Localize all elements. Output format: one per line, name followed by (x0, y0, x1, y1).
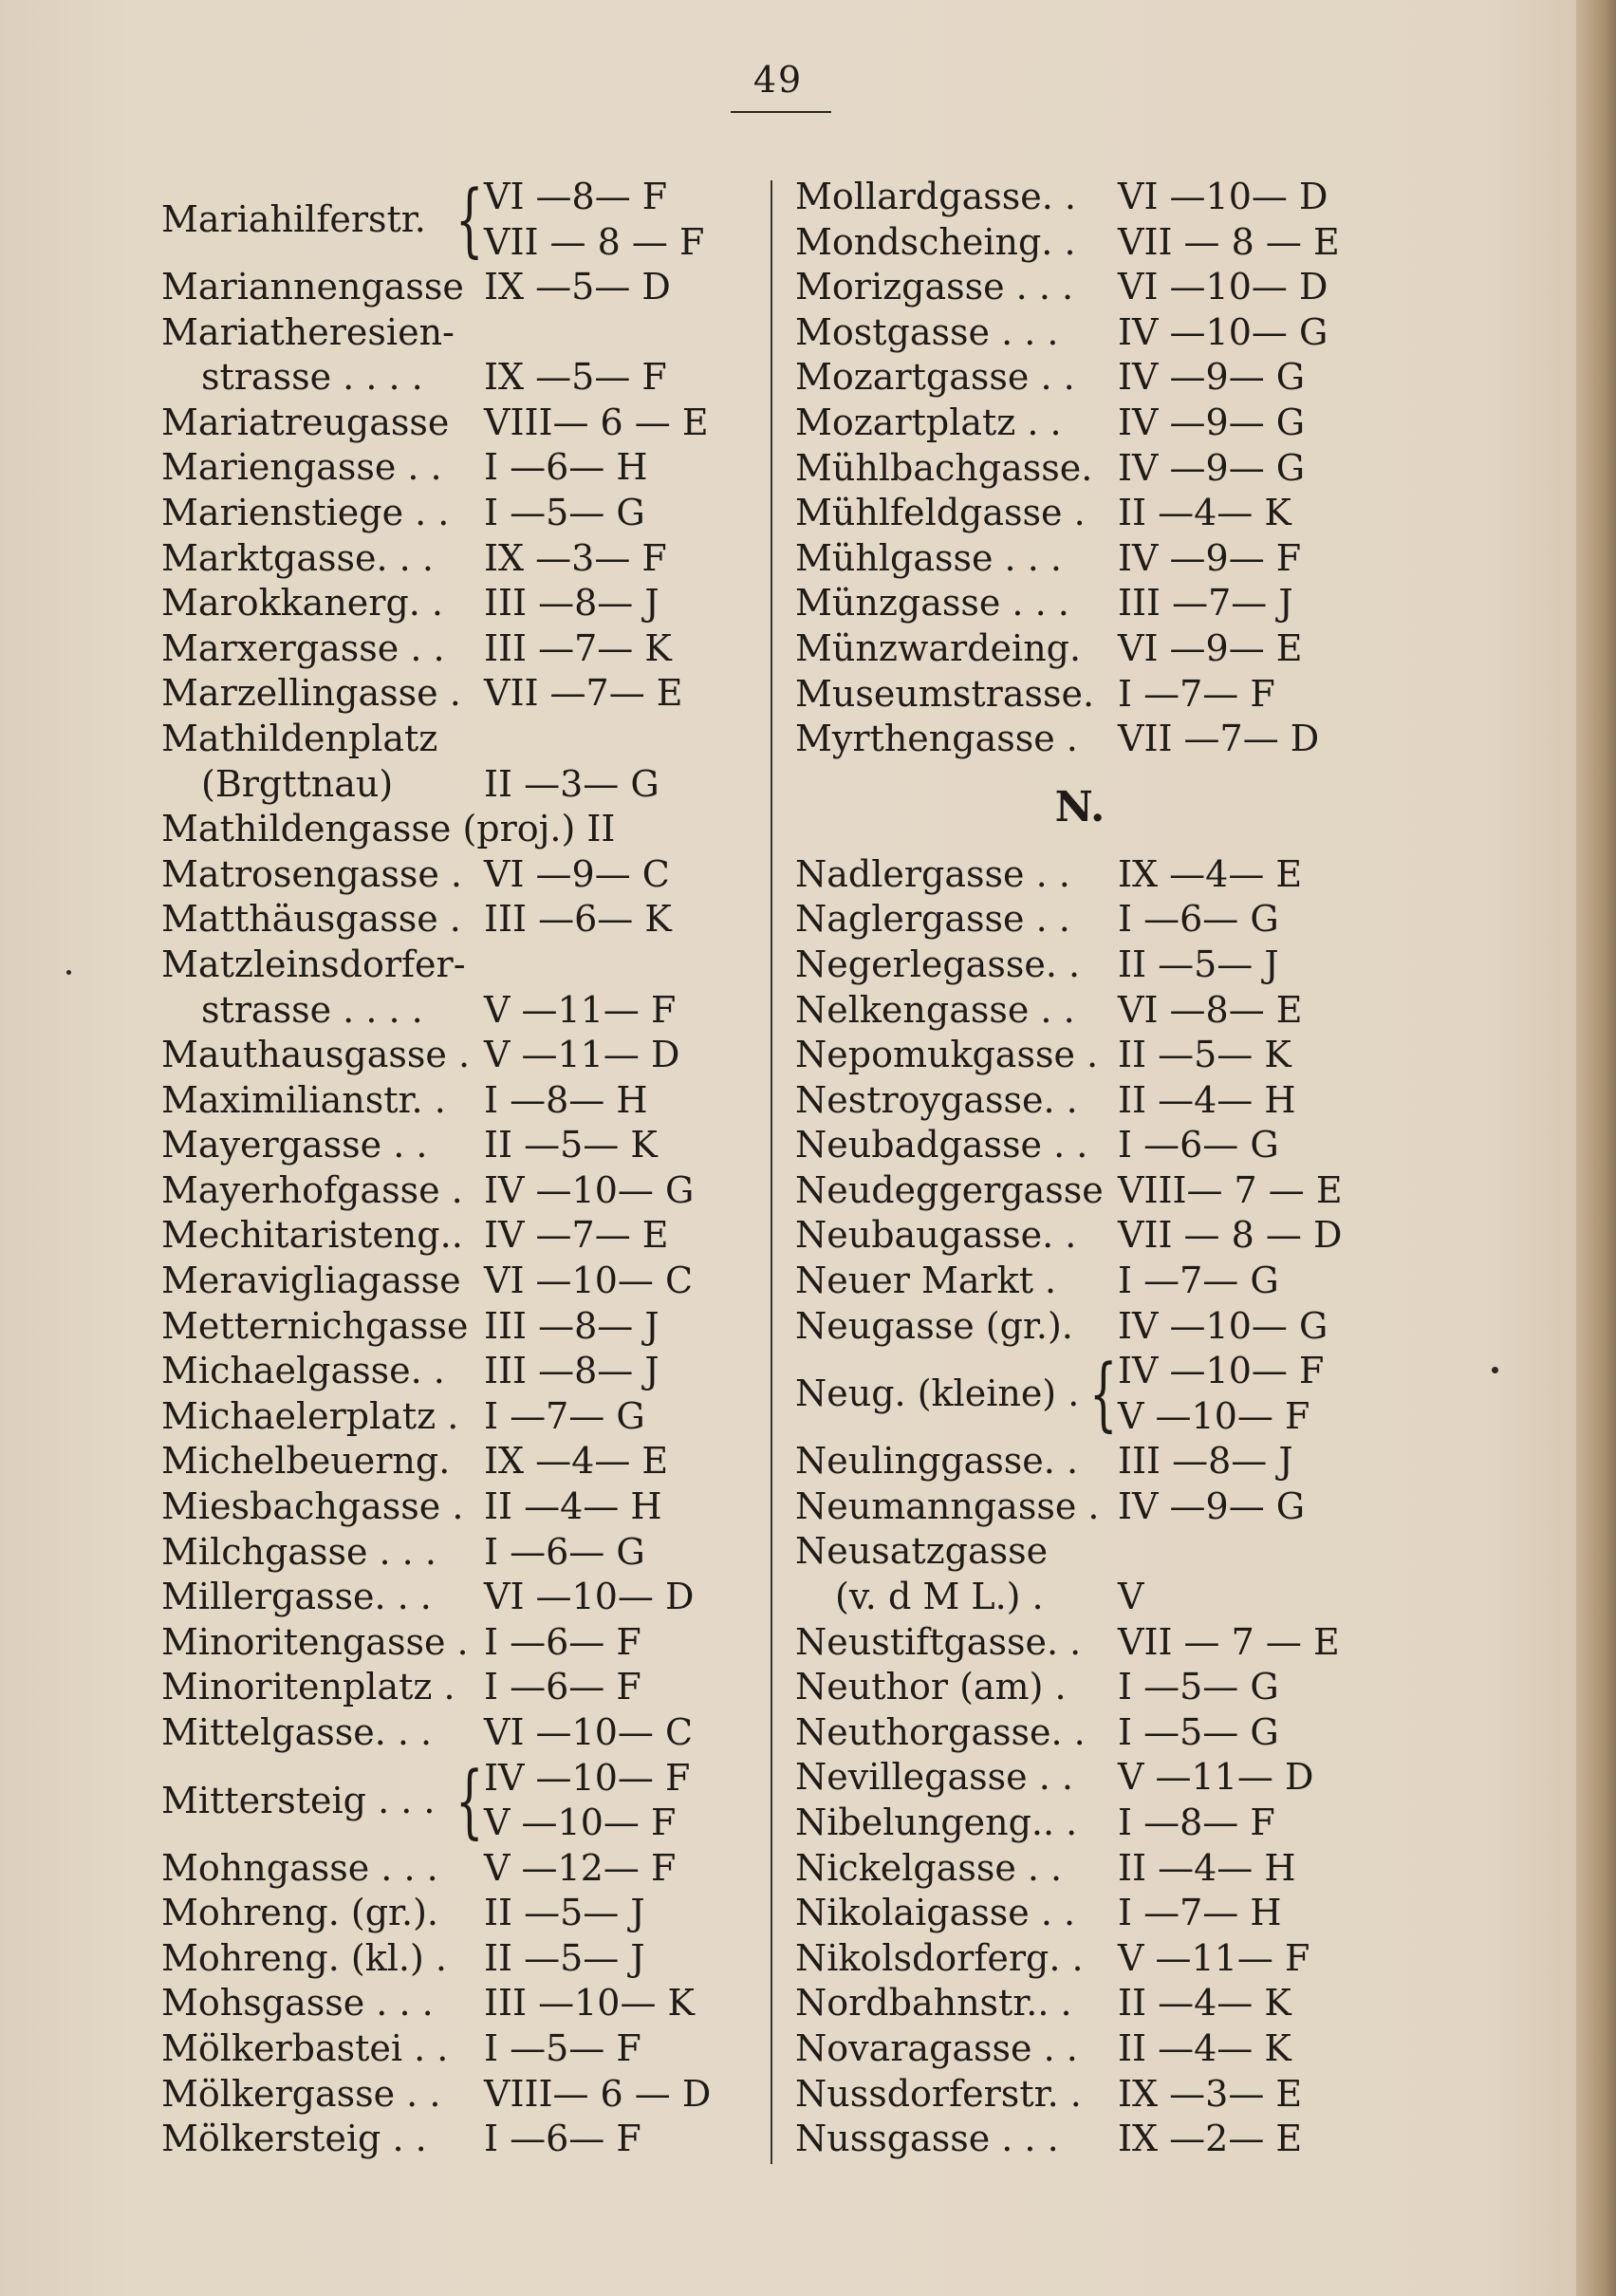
index-entry (161, 717, 750, 762)
index-entry (795, 2072, 1384, 2118)
index-entry (795, 1529, 1384, 1575)
street-name: Nikolaigasse . . (795, 1892, 1076, 1934)
index-entry (161, 943, 750, 988)
index-entry (161, 1936, 750, 1982)
grid-reference: VI —9— E (1118, 626, 1303, 669)
index-entry (795, 1349, 1384, 1439)
grid-reference: IX —3— E (1118, 2072, 1303, 2115)
index-entry (795, 672, 1384, 718)
index-entry (795, 943, 1384, 988)
grid-reference: IX —3— F (484, 536, 667, 579)
grid-reference: II —5— J (484, 1892, 645, 1934)
grid-reference: IV —10— F (484, 1756, 691, 1799)
street-name: Mozartgasse . . (795, 356, 1075, 399)
index-entry (161, 1168, 750, 1214)
street-name: Nepomukgasse . (795, 1034, 1099, 1076)
street-name: Neulinggasse. . (795, 1440, 1079, 1483)
index-entry (795, 2026, 1384, 2072)
index-entry (161, 897, 750, 943)
grid-reference: I —6— F (484, 1620, 641, 1663)
street-name: Milchgasse . . . (161, 1530, 437, 1573)
street-name: Museumstrasse. (795, 672, 1095, 715)
index-entry (795, 536, 1384, 582)
index-entry (795, 310, 1384, 356)
grid-reference: IV —9— G (1118, 401, 1306, 443)
street-name: Minoritenplatz . (161, 1666, 455, 1708)
grid-reference: V (1118, 1576, 1144, 1618)
street-name: Mühlgasse . . . (795, 536, 1062, 579)
index-entry (161, 852, 750, 898)
street-name: Michelbeuerng. (161, 1440, 451, 1483)
street-name: Nordbahnstr.. . (795, 1982, 1072, 2025)
index-entry (795, 1033, 1384, 1078)
grid-reference: VII —7— E (484, 672, 683, 715)
index-entry (795, 1801, 1384, 1846)
street-name: Mohngasse . . . (161, 1846, 438, 1889)
grid-reference: IV —9— G (1118, 446, 1306, 489)
index-entry (795, 581, 1384, 626)
street-name: Negerlegasse. . (795, 943, 1081, 985)
index-entry (161, 491, 750, 536)
grid-reference: I —7— G (484, 1394, 645, 1437)
street-name: Nickelgasse . . (795, 1846, 1063, 1889)
street-name: Maximilianstr. . (161, 1078, 446, 1121)
index-entry (161, 401, 750, 446)
index-entry (795, 1665, 1384, 1710)
grid-reference: V —11— F (1118, 1936, 1310, 1979)
grid-reference: IX —5— F (484, 356, 667, 399)
index-entry (161, 1710, 750, 1756)
paper-speck (1492, 1367, 1498, 1373)
section-heading: N. (1054, 782, 1105, 831)
grid-reference: VI —10— C (484, 1260, 694, 1302)
grid-reference: III —6— K (484, 898, 672, 941)
index-entry (161, 1123, 750, 1168)
street-name: Mondscheing. . (795, 220, 1076, 263)
street-name: Marienstiege . . (161, 491, 450, 533)
street-name: Matzleinsdorfer- (161, 943, 466, 985)
index-entry (161, 1575, 750, 1620)
street-name: Mariengasse . . (161, 446, 442, 489)
street-name: Marokkanerg. . (161, 582, 444, 625)
grid-reference: III —8— J (1118, 1440, 1293, 1483)
street-name: strasse . . . . (201, 988, 423, 1031)
index-entry (161, 310, 750, 356)
brace-glyph: { (1089, 1347, 1118, 1441)
grid-reference: VIII— 7 — E (1118, 1168, 1343, 1211)
grid-reference: IX —4— E (484, 1440, 669, 1483)
grid-reference: VII — 8 — F (484, 220, 705, 263)
street-name: Mariahilferstr. (161, 198, 426, 240)
index-entry (161, 265, 750, 310)
index-entry (161, 1753, 750, 1847)
street-name: Mozartplatz . . (795, 401, 1062, 443)
grid-reference: V —12— F (484, 1846, 677, 1889)
left-column (161, 175, 750, 2162)
index-entry (795, 717, 1384, 762)
grid-reference: I —6— G (1118, 898, 1279, 941)
grid-reference: II —4— K (1118, 1982, 1291, 2025)
grid-reference: IV —10— G (1118, 1304, 1328, 1347)
grid-reference: II —5— J (484, 1936, 645, 1979)
grid-reference: II —4— H (1118, 1078, 1296, 1121)
index-entry (795, 1891, 1384, 1936)
street-name: Mittersteig . . . (161, 1779, 436, 1821)
index-entry (795, 1304, 1384, 1350)
street-name: Millergasse. . . (161, 1576, 432, 1618)
index-entry (161, 988, 750, 1034)
grid-reference: I —5— G (1118, 1666, 1279, 1708)
grid-reference: II —4— K (1118, 2026, 1291, 2069)
index-entry (795, 1168, 1384, 1214)
street-name: Miesbachgasse . (161, 1485, 464, 1528)
index-entry (795, 1710, 1384, 1756)
index-entry (161, 762, 750, 808)
grid-reference: III —7— J (1118, 582, 1293, 625)
index-entry (795, 1620, 1384, 1666)
grid-reference: I —8— H (484, 1078, 648, 1121)
index-entry (161, 445, 750, 491)
grid-reference: I —7— H (1118, 1892, 1282, 1934)
paper-speck (66, 970, 71, 975)
grid-reference: VI —8— F (484, 176, 668, 217)
grid-reference: VII — 8 — E (1118, 220, 1340, 263)
grid-reference: I —6— F (484, 1666, 641, 1708)
grid-reference: III —8— J (484, 582, 659, 625)
street-name: Neubadgasse . . (795, 1124, 1088, 1167)
street-name: Neudeggergasse (795, 1168, 1104, 1211)
street-name: Neuthor (am) . (795, 1666, 1067, 1708)
street-name: Nussdorferstr. . (795, 2072, 1082, 2115)
index-entry (795, 1123, 1384, 1168)
street-name: Mittelgasse. . . (161, 1711, 433, 1753)
street-name: Münzgasse . . . (795, 582, 1069, 625)
index-entry (795, 1213, 1384, 1259)
index-entry (161, 1259, 750, 1304)
grid-reference: VII —7— D (1118, 718, 1320, 760)
grid-reference: IV —9— G (1118, 356, 1306, 399)
street-name: Mohsgasse . . . (161, 1982, 434, 2025)
street-name: Mölkerbastei . . (161, 2026, 449, 2069)
street-name: Mayergasse . . (161, 1124, 428, 1167)
grid-reference: III —8— J (484, 1350, 659, 1392)
column-divider (771, 180, 772, 2164)
index-entry (795, 1484, 1384, 1530)
street-name: Mariatreugasse (161, 401, 450, 443)
grid-reference: I —5— F (484, 2026, 641, 2069)
street-name: Minoritengasse . (161, 1620, 469, 1663)
index-entry (161, 1665, 750, 1710)
index-entry (795, 852, 1384, 898)
grid-reference: I —7— F (1118, 672, 1275, 715)
grid-reference: VI —9— C (484, 852, 670, 895)
street-name: Mostgasse . . . (795, 310, 1059, 353)
brace-glyph: { (455, 173, 484, 266)
street-name: Mayerhofgasse . (161, 1168, 463, 1211)
index-entry (795, 897, 1384, 943)
index-entry (795, 446, 1384, 492)
grid-reference: VI —10— D (484, 1576, 695, 1618)
index-entry (795, 355, 1384, 401)
street-name: Matthäusgasse . (161, 898, 461, 941)
grid-reference: II —4— H (1118, 1846, 1296, 1889)
grid-reference: II —4— H (484, 1485, 662, 1528)
index-entry (795, 1259, 1384, 1304)
index-entry (161, 1846, 750, 1892)
grid-reference: II —5— K (1118, 1034, 1291, 1076)
grid-reference: VIII— 6 — E (484, 401, 709, 443)
index-entry (161, 2117, 750, 2162)
index-entry (161, 1439, 750, 1484)
index-entry (161, 536, 750, 582)
street-name: Marktgasse. . . (161, 536, 434, 579)
grid-reference: V —11— D (1118, 1756, 1314, 1799)
street-name: Mathildenplatz (161, 717, 438, 759)
street-name: Neusatzgasse (795, 1530, 1049, 1573)
index-entry (795, 626, 1384, 672)
street-name: Mohreng. (gr.). (161, 1892, 438, 1934)
grid-reference: I —6— G (484, 1530, 645, 1573)
grid-reference: III —8— J (484, 1304, 659, 1347)
street-name: Nussgasse . . . (795, 2118, 1059, 2160)
page-number-rule (731, 111, 831, 113)
index-entry (795, 401, 1384, 446)
street-name: (v. d M L.) . (835, 1576, 1044, 1618)
street-name: Mauthausgasse . (161, 1034, 471, 1076)
street-name: Novaragasse . . (795, 2026, 1078, 2069)
index-entry (161, 2072, 750, 2118)
grid-reference: IV —10— G (484, 1168, 695, 1211)
street-name: Münzwardeing. (795, 626, 1082, 669)
page-number: 49 (752, 59, 804, 101)
street-name: Mühlbachgasse. (795, 446, 1093, 489)
street-name: Matrosengasse . (161, 852, 462, 895)
index-entry (161, 807, 750, 852)
index-entry (795, 1846, 1384, 1892)
index-entry (161, 671, 750, 717)
index-entry (161, 1033, 750, 1078)
right-column (795, 175, 1384, 2162)
index-entry (795, 1575, 1384, 1620)
index-entry (161, 1484, 750, 1530)
street-name: Neug. (kleine) . (795, 1372, 1080, 1415)
street-name: Morizgasse . . . (795, 266, 1074, 308)
grid-reference: IV —10— G (1118, 310, 1328, 353)
index-entry (795, 1936, 1384, 1982)
brace-glyph: { (455, 1753, 484, 1847)
grid-reference: I —5— G (484, 491, 645, 533)
street-name: Nelkengasse . . (795, 988, 1075, 1031)
street-name: Mollardgasse. . (795, 176, 1076, 217)
index-entry (795, 265, 1384, 310)
index-entry (795, 988, 1384, 1034)
street-name: Nestroygasse. . (795, 1078, 1078, 1121)
street-name: Mölkersteig . . (161, 2118, 427, 2160)
street-name: Neubaugasse. . (795, 1214, 1077, 1257)
grid-reference: III —10— K (484, 1982, 695, 2025)
index-entry (161, 1078, 750, 1124)
grid-reference: IX —5— D (484, 266, 671, 308)
street-name: Neugasse (gr.). (795, 1304, 1073, 1347)
index-entry (795, 1439, 1384, 1484)
index-entry (161, 1530, 750, 1576)
page-edge (1576, 0, 1616, 2296)
index-entry (795, 175, 1384, 220)
index-entry (161, 2026, 750, 2072)
street-name: Marxergasse . . (161, 626, 445, 669)
street-name: Michaelgasse. . (161, 1350, 445, 1392)
grid-reference: IV —10— F (1118, 1350, 1325, 1392)
grid-reference: II —3— G (484, 762, 659, 805)
street-name: Mariatheresien- (161, 310, 455, 353)
street-name: Mölkergasse . . (161, 2072, 441, 2115)
grid-reference: V —10— F (1118, 1394, 1310, 1437)
index-entry (795, 491, 1384, 536)
grid-reference: I —7— G (1118, 1260, 1279, 1302)
index-entry (161, 175, 750, 265)
grid-reference: IX —4— E (1118, 852, 1303, 895)
index-entry (161, 1213, 750, 1259)
index-entry (795, 1981, 1384, 2026)
grid-reference: V —10— F (484, 1801, 677, 1844)
street-name: Neuer Markt . (795, 1260, 1057, 1302)
grid-reference: V —11— F (484, 988, 677, 1031)
street-name: Nibelungeng.. . (795, 1801, 1078, 1843)
grid-reference: IV —7— E (484, 1214, 669, 1257)
grid-reference: I —6— F (484, 2118, 641, 2160)
street-name: Mühlfeldgasse . (795, 492, 1086, 534)
grid-reference: VI —10— C (484, 1711, 694, 1753)
street-name: Nevillegasse . . (795, 1756, 1073, 1799)
index-entry (795, 1755, 1384, 1801)
index-entry (161, 1349, 750, 1394)
grid-reference: VIII— 6 — D (484, 2072, 712, 2115)
grid-reference: VI —10— D (1118, 176, 1328, 217)
grid-reference: I —8— F (1118, 1801, 1275, 1843)
grid-reference: IV —9— F (1118, 536, 1302, 579)
grid-reference: VI —10— D (1118, 266, 1328, 308)
index-entry (161, 1620, 750, 1666)
street-name: strasse . . . . (201, 356, 423, 399)
street-name: Metternichgasse (161, 1304, 469, 1347)
grid-reference: I —5— G (1118, 1710, 1279, 1753)
grid-reference: VI —8— E (1118, 988, 1303, 1031)
street-name: Neumanngasse . (795, 1484, 1100, 1527)
street-name: Nikolsdorferg. . (795, 1936, 1084, 1979)
index-entry (161, 1891, 750, 1936)
grid-reference: VII — 8 — D (1118, 1214, 1343, 1257)
street-name: Neustiftgasse. . (795, 1620, 1082, 1663)
index-entry (795, 220, 1384, 266)
index-entry (161, 355, 750, 401)
street-name: (Brgttnau) (201, 762, 394, 805)
grid-reference: VII — 7 — E (1118, 1620, 1340, 1663)
street-name: Naglergasse . . (795, 898, 1070, 941)
street-name: Neuthorgasse. . (795, 1710, 1086, 1753)
grid-reference: V —11— D (484, 1034, 680, 1076)
index-entry (161, 581, 750, 626)
grid-reference: II —5— J (1118, 943, 1279, 985)
index-entry (161, 626, 750, 672)
street-name: Meravigliagasse (161, 1260, 461, 1302)
index-entry (795, 2117, 1384, 2162)
grid-reference: II —4— K (1118, 492, 1291, 534)
street-name: Michaelerplatz . (161, 1394, 459, 1437)
grid-reference: IV —9— G (1118, 1484, 1306, 1527)
grid-reference: I —6— H (484, 446, 648, 489)
street-name: Nadlergasse . . (795, 852, 1070, 895)
grid-reference: III —7— K (484, 626, 672, 669)
index-entry (161, 1394, 750, 1440)
grid-reference: IX —2— E (1118, 2118, 1303, 2160)
street-name: Marzellingasse . (161, 672, 461, 715)
index-entry (795, 1078, 1384, 1124)
grid-reference: II —5— K (484, 1124, 658, 1167)
street-name: Mohreng. (kl.) . (161, 1936, 447, 1979)
index-entry (161, 1981, 750, 2026)
grid-reference: I —6— G (1118, 1124, 1279, 1167)
street-name: Myrthengasse . (795, 718, 1078, 760)
street-name: Mathildengasse (proj.) II (161, 808, 616, 850)
street-name: Mariannengasse (161, 266, 464, 308)
index-entry (161, 1304, 750, 1350)
street-name: Mechitaristeng.. (161, 1214, 463, 1257)
